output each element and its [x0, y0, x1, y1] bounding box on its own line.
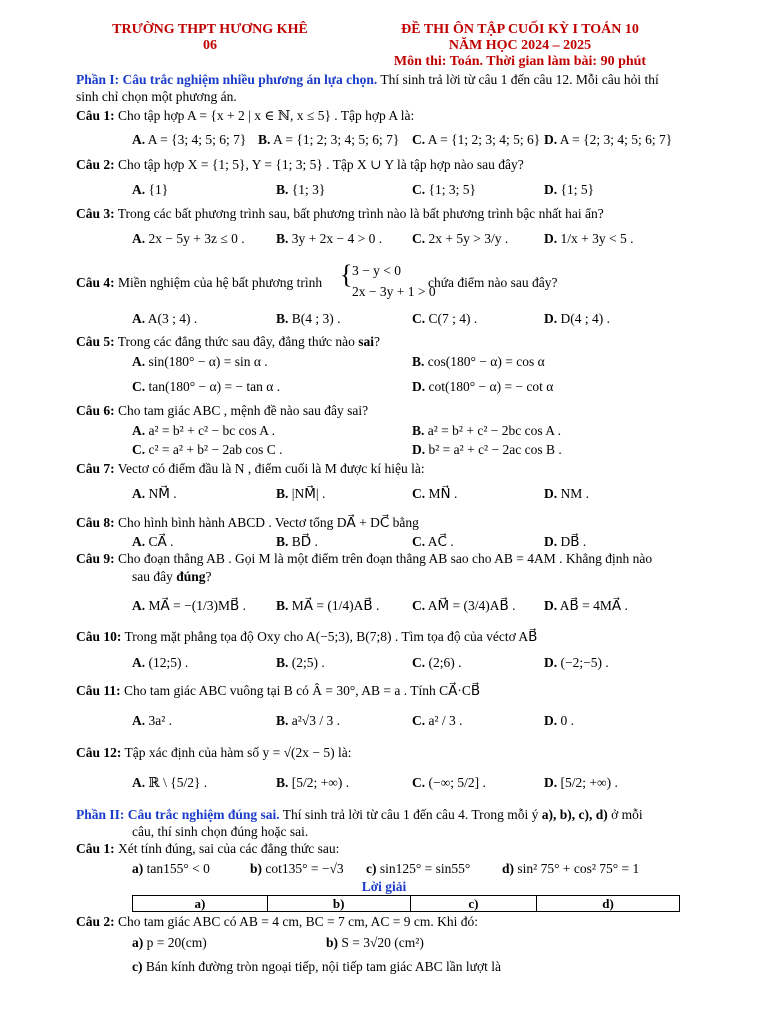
option-letter: C.: [132, 442, 146, 457]
part2-intro: [76, 806, 728, 823]
question-7: [76, 460, 728, 477]
question-1: [76, 107, 728, 124]
part1-title: Phần I: Câu trắc nghiệm nhiều phương án lựa chọn.: [76, 72, 378, 87]
option-letter: D.: [544, 534, 558, 549]
question-label: Câu 2:: [76, 914, 115, 929]
option-d[interactable]: D. (−2;−5) .: [544, 655, 609, 670]
option-a[interactable]: A. 3a² .: [132, 713, 173, 728]
question-label: Câu 7:: [76, 461, 115, 476]
option-a[interactable]: A. NM⃗ .: [132, 486, 177, 501]
option-letter: C.: [412, 231, 426, 246]
statement-c[interactable]: c) sin125° = sin55°: [366, 861, 471, 876]
exam-header: [360, 22, 680, 70]
option-letter: C.: [412, 775, 426, 790]
option-b[interactable]: B. a² = b² + c² − 2bc cos A .: [412, 423, 561, 438]
option-c[interactable]: C. a² / 3 .: [412, 713, 463, 728]
option-letter: A.: [132, 423, 146, 438]
option-letter: C.: [412, 486, 426, 501]
option-letter: c): [132, 959, 143, 974]
part2-intro-text: Thí sinh trả lời từ câu 1 đến câu 4. Trong mỗi ý: [279, 807, 542, 822]
option-letter: C.: [412, 598, 426, 613]
question-text: Trong các bất phương trình sau, bất phương trình nào là bất phương trình bậc nhất hai ẩn?: [114, 206, 604, 221]
option-a[interactable]: A. MA⃗ = −(1/3)MB⃗ .: [132, 598, 246, 613]
question-text: Miền nghiệm của hệ bất phương trình: [114, 275, 323, 290]
option-letter: B.: [276, 311, 289, 326]
option-letter: C.: [412, 311, 426, 326]
option-letter: A.: [132, 486, 146, 501]
question-text: Xét tính đúng, sai của các đẳng thức sau:: [114, 841, 340, 856]
option-d[interactable]: D. {1; 5}: [544, 182, 595, 197]
option-b[interactable]: B. MA⃗ = (1/4)AB⃗ .: [276, 598, 380, 613]
answer-cell-b[interactable]: b): [267, 896, 410, 912]
option-c[interactable]: C. 2x + 5y > 3/y .: [412, 231, 509, 246]
question-text: Cho tam giác ABC có AB = 4 cm, BC = 7 cm, AC = 9 cm. Khi đó:: [114, 914, 478, 929]
option-a[interactable]: A. CA⃗ .: [132, 534, 174, 549]
option-letter: A.: [132, 598, 146, 613]
system-line-1: 3 − y < 0: [352, 263, 401, 278]
option-letter: D.: [544, 182, 558, 197]
statement-d[interactable]: d) sin² 75° + cos² 75° = 1: [502, 861, 640, 876]
question-text: Cho đoạn thẳng AB . Gọi M là một điểm trên đoạn thẳng AB sao cho AB = 4AM . Khẳng định nào: [114, 551, 653, 566]
part1-intro-line2: sinh chỉ chọn một phương án.: [76, 89, 237, 104]
option-letter: D.: [544, 775, 558, 790]
option-letter: b): [326, 935, 339, 950]
option-b[interactable]: B. BD⃗ .: [276, 534, 318, 549]
option-d[interactable]: D. AB⃗ = 4MA⃗ .: [544, 598, 628, 613]
option-letter: C.: [412, 182, 426, 197]
option-letter: A.: [132, 534, 146, 549]
option-letter: B.: [276, 534, 289, 549]
option-letter: C.: [412, 655, 426, 670]
option-letter: b): [250, 861, 263, 876]
exam-title: ĐỀ THI ÔN TẬP CUỐI KỲ I TOÁN 10: [401, 22, 639, 37]
solution-title: Lời giải: [361, 879, 407, 894]
option-letter: A.: [132, 713, 146, 728]
question-label: Câu 3:: [76, 206, 115, 221]
question-12: [76, 744, 728, 761]
question-8: [76, 514, 728, 531]
option-letter: A.: [132, 132, 146, 147]
option-a[interactable]: A. A(3 ; 4) .: [132, 311, 198, 326]
part1-intro: [76, 71, 728, 88]
question-text: Trong mặt phẳng tọa độ Oxy cho A(−5;3), B(7;8) . Tìm tọa độ của véctơ AB⃗: [121, 629, 538, 644]
option-letter: B.: [276, 182, 289, 197]
option-c[interactable]: C. AC⃗ .: [412, 534, 454, 549]
option-a[interactable]: A. {1}: [132, 182, 169, 197]
option-d[interactable]: D. A = {2; 3; 4; 5; 6; 7}: [544, 132, 673, 147]
option-d[interactable]: D. b² = a² + c² − 2ac cos B .: [412, 442, 562, 457]
option-letter: D.: [544, 655, 558, 670]
option-d[interactable]: D. DB⃗ .: [544, 534, 587, 549]
option-c[interactable]: C. (−∞; 5/2] .: [412, 775, 486, 790]
option-c[interactable]: C. A = {1; 2; 3; 4; 5; 6}: [412, 132, 541, 147]
option-c[interactable]: C. MN⃗ .: [412, 486, 458, 501]
question-11: [76, 682, 728, 699]
option-c[interactable]: C. {1; 3; 5}: [412, 182, 476, 197]
option-letter: A.: [132, 231, 146, 246]
option-letter: B.: [276, 713, 289, 728]
option-c[interactable]: C. C(7 ; 4) .: [412, 311, 478, 326]
option-d[interactable]: D. 1/x + 3y < 5 .: [544, 231, 634, 246]
option-letter: B.: [276, 775, 289, 790]
option-c[interactable]: C. AM⃗ = (3/4)AB⃗ .: [412, 598, 516, 613]
option-letter: C.: [132, 379, 146, 394]
option-a[interactable]: A. a² = b² + c² − bc cos A .: [132, 423, 275, 438]
question-label: Câu 5:: [76, 334, 115, 349]
option-d[interactable]: D. [5/2; +∞) .: [544, 775, 618, 790]
option-letter: D.: [544, 132, 558, 147]
option-d[interactable]: D. 0 .: [544, 713, 574, 728]
option-letter: D.: [544, 486, 558, 501]
question-2: [76, 156, 728, 173]
option-b[interactable]: B. A = {1; 2; 3; 4; 5; 6; 7}: [258, 132, 400, 147]
part2-question-2: [76, 913, 728, 930]
option-d[interactable]: D. D(4 ; 4) .: [544, 311, 610, 326]
option-letter: B.: [412, 423, 425, 438]
option-letter: B.: [258, 132, 271, 147]
question-label: Câu 6:: [76, 403, 115, 418]
option-a[interactable]: A. 2x − 5y + 3z ≤ 0 .: [132, 231, 245, 246]
question-label: Câu 12:: [76, 745, 122, 760]
question-text: Cho hình bình hành ABCD . Vectơ tổng DA⃗ + DC⃗ bằng: [114, 515, 419, 530]
option-letter: D.: [544, 713, 558, 728]
option-letter: D.: [412, 379, 426, 394]
option-b[interactable]: B. |NM⃗| .: [276, 486, 326, 501]
system-line-2: 2x − 3y + 1 > 0: [352, 284, 436, 299]
option-a[interactable]: A. sin(180° − α) = sin α .: [132, 354, 268, 369]
option-letter: B.: [276, 598, 289, 613]
statement-b[interactable]: b) S = 3√20 (cm²): [326, 935, 424, 950]
school-year: NĂM HỌC 2024 – 2025: [448, 38, 592, 53]
question-label: Câu 11:: [76, 683, 121, 698]
option-letter: d): [502, 861, 515, 876]
option-letter: a): [132, 861, 144, 876]
statement-b[interactable]: b) cot135° = −√3: [250, 861, 344, 876]
question-label: Câu 2:: [76, 157, 115, 172]
option-b[interactable]: B. a²√3 / 3 .: [276, 713, 340, 728]
option-letter: D.: [412, 442, 426, 457]
question-text-end: chứa điểm nào sau đây?: [428, 275, 558, 290]
option-b[interactable]: B. B(4 ; 3) .: [276, 311, 341, 326]
option-letter: A.: [132, 775, 146, 790]
question-label: Câu 1:: [76, 108, 115, 123]
part2-intro-end: ở mỗi: [607, 807, 643, 822]
option-letter: C.: [412, 534, 426, 549]
option-letter: D.: [544, 311, 558, 326]
question-text: Vectơ có điểm đầu là N , điểm cuối là M được kí hiệu là:: [114, 461, 425, 476]
option-b[interactable]: B. 3y + 2x − 4 > 0 .: [276, 231, 383, 246]
answer-cell-c[interactable]: c): [410, 896, 536, 912]
option-letter: C.: [412, 132, 426, 147]
question-5: [76, 333, 728, 350]
option-letter: B.: [276, 655, 289, 670]
option-d[interactable]: D. cot(180° − α) = − cot α: [412, 379, 554, 394]
option-letter: A.: [132, 354, 146, 369]
answer-table: [132, 895, 680, 912]
question-10: [76, 628, 728, 645]
option-letter: c): [366, 861, 377, 876]
option-letter: D.: [544, 598, 558, 613]
option-c[interactable]: C. c² = a² + b² − 2ab cos C .: [132, 442, 283, 457]
option-letter: A.: [132, 311, 146, 326]
question-label: Câu 10:: [76, 629, 122, 644]
question-text: Trong các đẳng thức sau đây, đẳng thức nào: [114, 334, 359, 349]
part2-intro-line2: câu, thí sinh chọn đúng hoặc sai.: [132, 824, 309, 839]
option-b[interactable]: B. (2;5) .: [276, 655, 325, 670]
question-9: [76, 550, 728, 567]
option-b[interactable]: B. [5/2; +∞) .: [276, 775, 350, 790]
option-a[interactable]: A. (12;5) .: [132, 655, 189, 670]
question-label: Câu 1:: [76, 841, 115, 856]
option-a[interactable]: A. ℝ \ {5/2} .: [132, 775, 208, 790]
question-label: Câu 8:: [76, 515, 115, 530]
question-label: Câu 9:: [76, 551, 115, 566]
system-brace-icon: {: [340, 260, 353, 289]
option-b[interactable]: B. cos(180° − α) = cos α: [412, 354, 545, 369]
option-a[interactable]: A. A = {3; 4; 5; 6; 7}: [132, 132, 247, 147]
statement-a[interactable]: a) p = 20(cm): [132, 935, 207, 950]
part2-title: Phần II: Câu trắc nghiệm đúng sai.: [76, 807, 280, 822]
question-text: Tập xác định của hàm số y = √(2x − 5) là:: [121, 745, 352, 760]
question-text-b: sau đây: [132, 569, 177, 584]
option-letter: D.: [544, 231, 558, 246]
statement-c[interactable]: c) Bán kính đường tròn ngoại tiếp, nội tiếp tam giác ABC lần lượt là: [132, 959, 501, 974]
emphasis-word: sai: [358, 334, 374, 349]
question-3: [76, 205, 728, 222]
option-d[interactable]: D. NM .: [544, 486, 590, 501]
option-letter: B.: [412, 354, 425, 369]
option-c[interactable]: C. tan(180° − α) = − tan α .: [132, 379, 281, 394]
question-text-end: ?: [205, 569, 212, 584]
option-letter: B.: [276, 486, 289, 501]
question-9-cont: [132, 568, 728, 585]
option-letter: A.: [132, 655, 146, 670]
question-text: Cho tập hợp A = {x + 2 | x ∈ ℕ, x ≤ 5} . Tập hợp A là:: [114, 108, 415, 123]
school-header: [100, 22, 320, 54]
question-text: Cho tập hợp X = {1; 5}, Y = {1; 3; 5} . Tập X ∪ Y là tập hợp nào sau đây?: [114, 157, 524, 172]
question-text-end: ?: [374, 334, 380, 349]
answer-cell-a[interactable]: a): [133, 896, 268, 912]
option-b[interactable]: B. {1; 3}: [276, 182, 326, 197]
question-text: Cho tam giác ABC , mệnh đề nào sau đây sai?: [114, 403, 369, 418]
option-c[interactable]: C. (2;6) .: [412, 655, 462, 670]
question-label: Câu 4:: [76, 275, 115, 290]
option-letter: A.: [132, 182, 146, 197]
question-text: Cho tam giác ABC vuông tại B có Â = 30°, AB = a . Tính CA⃗·CB⃗: [120, 683, 481, 698]
option-letter: B.: [276, 231, 289, 246]
part2-items: a), b), c), d): [541, 807, 608, 822]
statement-a[interactable]: a) tan155° < 0: [132, 861, 210, 876]
answer-cell-d[interactable]: d): [537, 896, 680, 912]
part1-intro-text: Thí sinh trả lời từ câu 1 đến câu 12. Mỗi câu hỏi thí: [377, 72, 659, 87]
question-6: [76, 402, 728, 419]
option-letter: C.: [412, 713, 426, 728]
option-letter: a): [132, 935, 144, 950]
exam-code: 06: [203, 38, 217, 53]
subject-time: Môn thi: Toán. Thời gian làm bài: 90 phút: [393, 54, 647, 69]
part2-question-1: [76, 840, 728, 857]
emphasis-word: đúng: [176, 569, 206, 584]
school-name: TRƯỜNG THPT HƯƠNG KHÊ: [112, 22, 308, 37]
